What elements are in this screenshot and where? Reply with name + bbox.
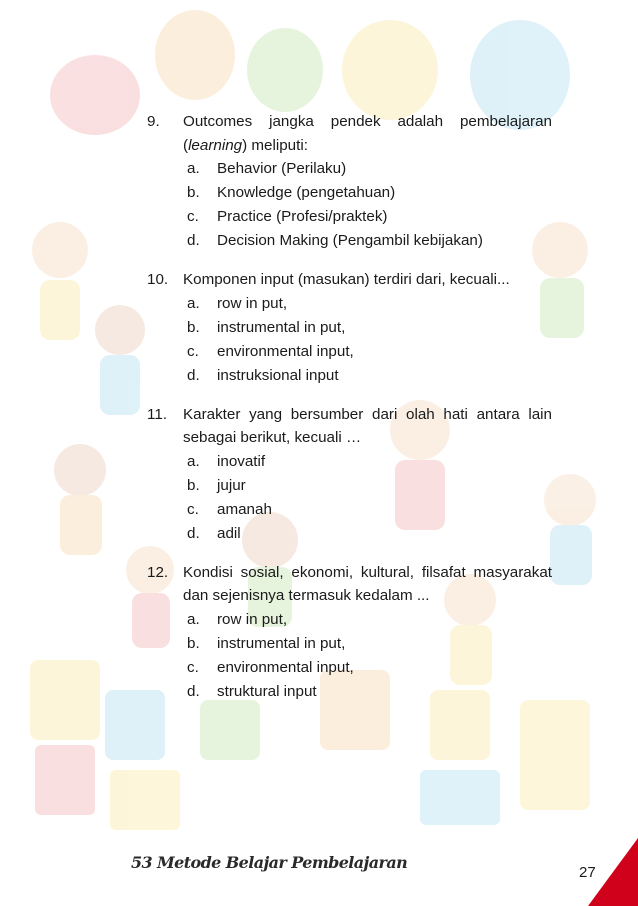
question-12	[147, 561, 552, 704]
question-10	[147, 268, 552, 388]
question-number: 10.	[147, 271, 169, 288]
page-number: 27	[579, 864, 596, 881]
child-figure-illustration	[32, 222, 88, 278]
question-text: Komponen input (masukan) terdiri dari, kecuali...	[183, 271, 510, 288]
question-text: Kondisi sosial, ekonomi, kultural, filsafat masyarakat dan sejenisnya termasuk kedalam ...	[183, 563, 552, 604]
question-11	[147, 403, 552, 546]
monster-yellow-illustration	[342, 20, 438, 120]
option-d: d. instruksional input	[187, 366, 339, 384]
question-9	[147, 110, 552, 253]
monster-red-illustration	[50, 55, 140, 135]
option-a: a. inovatif	[187, 452, 266, 470]
option-b: b. instrumental in put,	[187, 634, 346, 652]
option-d: d. struktural input	[187, 682, 317, 700]
option-d: d. Decision Making (Pengambil kebijakan)	[187, 232, 483, 249]
question-text: Outcomes jangka pendek adalah pembelajaran (learning) meliputi:	[183, 113, 552, 154]
option-d: d. adil	[187, 524, 241, 542]
robot-illustration	[30, 660, 100, 740]
question-number: 9.	[147, 113, 160, 130]
option-c: c. environmental input,	[187, 342, 354, 360]
question-text: Karakter yang bersumber dari olah hati antara lain sebagai berikut, kecuali …	[183, 405, 552, 446]
question-list	[147, 110, 552, 719]
question-number: 11.	[147, 405, 167, 423]
monster-green-illustration	[247, 28, 323, 112]
option-c: c. Practice (Profesi/praktek)	[187, 208, 388, 225]
option-b: b. Knowledge (pengetahuan)	[187, 184, 396, 201]
page-corner-accent	[588, 838, 638, 906]
question-number: 12.	[147, 563, 169, 581]
option-a: a. row in put,	[187, 610, 288, 628]
option-c: c. environmental input,	[187, 658, 354, 676]
child-figure-illustration	[54, 444, 106, 496]
child-figure-illustration	[95, 305, 145, 355]
option-b: b. jujur	[187, 476, 246, 494]
footer-book-title: 53 Metode Belajar Pembelajaran	[131, 853, 408, 872]
option-a: a. row in put,	[187, 294, 288, 312]
option-a: a. Behavior (Perilaku)	[187, 160, 347, 177]
option-c: c. amanah	[187, 500, 272, 518]
monster-orange-illustration	[155, 10, 235, 100]
option-b: b. instrumental in put,	[187, 318, 346, 336]
